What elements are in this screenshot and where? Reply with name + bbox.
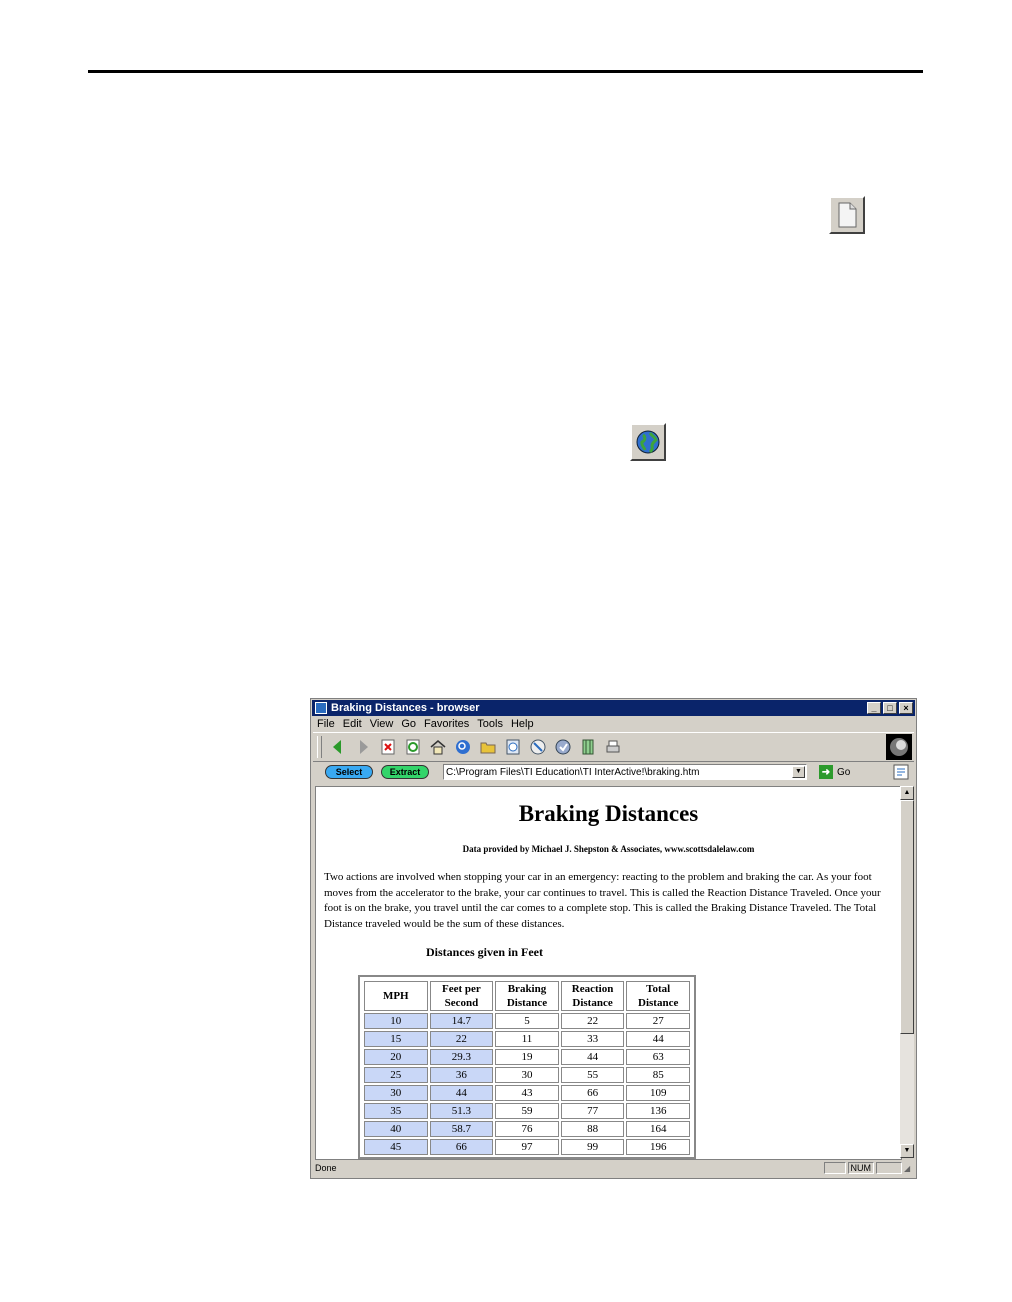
cell-reaction: 99 bbox=[561, 1139, 625, 1155]
table-row bbox=[364, 1067, 690, 1083]
menu-bar bbox=[313, 716, 914, 732]
cell-mph: 30 bbox=[364, 1085, 428, 1101]
menu-file[interactable]: File bbox=[317, 718, 335, 730]
page-heading: Braking Distances bbox=[518, 801, 699, 826]
print-icon[interactable] bbox=[603, 737, 623, 757]
cell-total: 164 bbox=[626, 1121, 690, 1137]
refresh-icon[interactable] bbox=[403, 737, 423, 757]
channels-icon[interactable] bbox=[528, 737, 548, 757]
cell-fps: 44 bbox=[430, 1085, 494, 1101]
cell-reaction: 44 bbox=[561, 1049, 625, 1065]
title-bar bbox=[312, 700, 915, 716]
cell-mph: 10 bbox=[364, 1013, 428, 1029]
cell-braking: 5 bbox=[495, 1013, 559, 1029]
page-content bbox=[315, 786, 902, 1160]
address-text[interactable]: C:\Program Files\TI Education\TI InterActive!\braking.htm bbox=[446, 766, 700, 778]
go-label[interactable]: Go bbox=[837, 766, 851, 778]
table-row bbox=[364, 1031, 690, 1047]
back-icon[interactable] bbox=[328, 737, 348, 757]
status-num: NUM bbox=[848, 1162, 875, 1174]
menu-tools[interactable]: Tools bbox=[477, 718, 503, 730]
cell-reaction: 33 bbox=[561, 1031, 625, 1047]
table-row bbox=[364, 1121, 690, 1137]
cell-mph: 45 bbox=[364, 1139, 428, 1155]
scroll-down-icon[interactable]: ▼ bbox=[900, 1144, 914, 1158]
cell-mph: 35 bbox=[364, 1103, 428, 1119]
status-text: Done bbox=[315, 1163, 337, 1173]
go-button[interactable] bbox=[819, 765, 850, 779]
toolbar bbox=[313, 732, 914, 762]
table-header-row bbox=[364, 981, 690, 1011]
cell-reaction: 22 bbox=[561, 1013, 625, 1029]
folder-icon[interactable] bbox=[478, 737, 498, 757]
intro-paragraph: Two actions are involved when stopping your car in an emergency: reacting to the problem and braking the car. As your foot moves from the accelerator to the brake, your car continues to travel. This is called the Reaction Distance Traveled. Once your foot is on the brake, you travel until the car comes to a complete stop. This is called the Braking Distance Traveled. The Total Distance traveled would be the sum of these distances. bbox=[324, 871, 881, 930]
cell-total: 44 bbox=[626, 1031, 690, 1047]
cell-total: 27 bbox=[626, 1013, 690, 1029]
cell-mph: 25 bbox=[364, 1067, 428, 1083]
history-icon[interactable] bbox=[503, 737, 523, 757]
go-arrow-icon[interactable]: ➜ bbox=[819, 765, 833, 779]
search-icon[interactable] bbox=[453, 737, 473, 757]
cell-fps: 66 bbox=[430, 1139, 494, 1155]
scroll-thumb[interactable] bbox=[900, 800, 914, 1034]
header-mph: MPH bbox=[364, 981, 428, 1011]
window-title: Braking Distances - browser bbox=[331, 702, 480, 714]
cell-total: 85 bbox=[626, 1067, 690, 1083]
resize-grip-icon[interactable]: ◢ bbox=[904, 1163, 911, 1173]
toolbar-grip[interactable] bbox=[317, 736, 322, 758]
address-dropdown-icon[interactable]: ▼ bbox=[792, 766, 805, 778]
table-row bbox=[364, 1139, 690, 1155]
cell-fps: 58.7 bbox=[430, 1121, 494, 1137]
cell-braking: 97 bbox=[495, 1139, 559, 1155]
data-credit: Data provided by Michael J. Shepston & Associates, www.scottsdalelaw.com bbox=[462, 844, 755, 854]
cell-mph: 40 bbox=[364, 1121, 428, 1137]
cell-reaction: 55 bbox=[561, 1067, 625, 1083]
cell-fps: 36 bbox=[430, 1067, 494, 1083]
browser-window bbox=[310, 698, 917, 1179]
select-button[interactable]: Select bbox=[325, 765, 373, 779]
close-button[interactable]: × bbox=[899, 702, 913, 714]
browser-logo-icon bbox=[886, 734, 912, 760]
document-icon bbox=[829, 196, 865, 234]
mail-icon[interactable] bbox=[578, 737, 598, 757]
cell-mph: 15 bbox=[364, 1031, 428, 1047]
vertical-scrollbar[interactable] bbox=[900, 786, 914, 1158]
cell-total: 196 bbox=[626, 1139, 690, 1155]
cell-braking: 30 bbox=[495, 1067, 559, 1083]
minimize-button[interactable]: _ bbox=[867, 702, 881, 714]
cell-braking: 19 bbox=[495, 1049, 559, 1065]
table-row bbox=[364, 1013, 690, 1029]
cell-braking: 59 bbox=[495, 1103, 559, 1119]
header-feet-per-second: Feet per Second bbox=[430, 981, 494, 1011]
cell-fps: 14.7 bbox=[430, 1013, 494, 1029]
table-row bbox=[364, 1085, 690, 1101]
status-cell bbox=[876, 1162, 902, 1174]
address-input[interactable] bbox=[443, 764, 807, 780]
app-icon bbox=[315, 702, 327, 714]
table-row bbox=[364, 1103, 690, 1119]
status-bar bbox=[313, 1160, 914, 1176]
cell-reaction: 66 bbox=[561, 1085, 625, 1101]
forward-icon[interactable] bbox=[353, 737, 373, 757]
header-braking-distance: Braking Distance bbox=[495, 981, 559, 1011]
cell-reaction: 88 bbox=[561, 1121, 625, 1137]
fullscreen-icon[interactable] bbox=[553, 737, 573, 757]
table-caption: Distances given in Feet bbox=[426, 945, 543, 959]
cell-total: 63 bbox=[626, 1049, 690, 1065]
cell-braking: 43 bbox=[495, 1085, 559, 1101]
home-icon[interactable] bbox=[428, 737, 448, 757]
cell-fps: 29.3 bbox=[430, 1049, 494, 1065]
extract-button[interactable]: Extract bbox=[381, 765, 429, 779]
cell-total: 136 bbox=[626, 1103, 690, 1119]
braking-table-frame bbox=[358, 975, 696, 1159]
cell-braking: 11 bbox=[495, 1031, 559, 1047]
cell-total: 109 bbox=[626, 1085, 690, 1101]
menu-go[interactable]: Go bbox=[401, 718, 417, 730]
stop-icon[interactable] bbox=[378, 737, 398, 757]
header-total-distance: Total Distance bbox=[626, 981, 690, 1011]
menu-view[interactable]: View bbox=[369, 718, 394, 730]
page-top-rule bbox=[88, 70, 923, 73]
menu-edit[interactable]: Edit bbox=[342, 718, 362, 730]
menu-help[interactable]: Help bbox=[510, 718, 534, 730]
globe-icon bbox=[630, 423, 666, 461]
status-cell bbox=[824, 1162, 846, 1174]
cell-reaction: 77 bbox=[561, 1103, 625, 1119]
cell-braking: 76 bbox=[495, 1121, 559, 1137]
maximize-button[interactable]: □ bbox=[883, 702, 897, 714]
menu-favorites[interactable]: Favorites bbox=[424, 718, 470, 730]
links-icon[interactable] bbox=[892, 763, 910, 781]
header-reaction-distance: Reaction Distance bbox=[561, 981, 625, 1011]
cell-mph: 20 bbox=[364, 1049, 428, 1065]
address-bar bbox=[313, 761, 914, 783]
cell-fps: 22 bbox=[430, 1031, 494, 1047]
cell-fps: 51.3 bbox=[430, 1103, 494, 1119]
scroll-up-icon[interactable]: ▲ bbox=[900, 786, 914, 800]
braking-table bbox=[362, 979, 692, 1157]
table-row bbox=[364, 1049, 690, 1065]
